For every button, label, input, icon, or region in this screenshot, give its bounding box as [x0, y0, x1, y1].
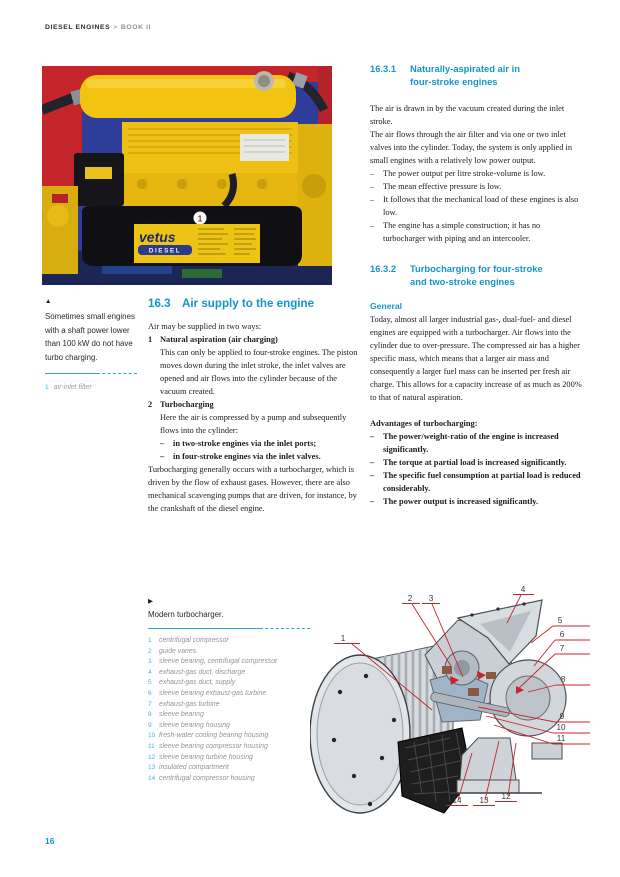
diagram-label: 10: [556, 723, 566, 732]
turbo-figure-caption: Modern turbocharger.: [148, 610, 224, 619]
section-163-closing: Turbocharging generally occurs with a turbocharger, which is driven by the flow of exhaust gases. However, there are also mechanical scavenging pumps that are driven, for instance, by the crankshaft of the diesel engine.: [148, 465, 357, 513]
item-2-body: Here the air is compressed by a pump and subsequently flows into the cylinder:: [160, 413, 347, 435]
section-163-title: Air supply to the engine: [182, 297, 315, 310]
diagram-label: 2: [407, 594, 413, 603]
legend-item: 6 sleeve bearing exhaust-gas turbine: [148, 689, 267, 697]
advantage-bullet: – The power/weight-ratio of the engine is increased significantly.: [370, 430, 583, 456]
section-air-supply: [148, 297, 359, 515]
diagram-label: 7: [559, 644, 565, 653]
valve-cover-decal: [240, 134, 289, 161]
para-1631-1: The air is drawn in by the vacuum created during the inlet stroke.: [370, 104, 565, 126]
diagram-label: 14: [452, 796, 462, 805]
legend-item: 10 fresh-water cooling bearing housing: [148, 732, 269, 740]
legend-item: 12 sleeve bearing turbine housing: [148, 753, 253, 761]
diagram-label: 11: [556, 734, 566, 743]
legend-item: 5 exhaust-gas duct, supply: [148, 679, 236, 687]
turbo-figure-block: [148, 597, 310, 784]
legend-item: 13 insulated compartment: [148, 764, 229, 772]
section-1631-heading: [370, 62, 583, 88]
diagram-label: 4: [520, 585, 526, 594]
small-sticker: [85, 167, 112, 179]
caption-right-arrow-icon: ▶: [148, 598, 153, 605]
item-2-bullet: – in two-stroke engines via the inlet ports;: [160, 437, 359, 450]
section-163-heading: [148, 297, 359, 311]
figure-divider: [148, 627, 310, 629]
diagram-label: 1: [340, 634, 346, 643]
general-subhead: General: [370, 301, 403, 311]
photo-legend-item: [45, 381, 140, 395]
engine-photo: [42, 66, 332, 285]
diagram-label: 5: [557, 616, 563, 625]
diagram-label: 12: [501, 792, 511, 801]
breadcrumb-left: DIESEL ENGINES: [45, 24, 111, 31]
advantage-bullet: – The torque at partial load is increased significantly.: [370, 456, 583, 469]
turbocharger-diagram: [310, 580, 592, 835]
breadcrumb: [45, 24, 151, 31]
diagram-label: 13: [479, 796, 489, 805]
legend-item: 3 sleeve bearing, centrifugal compressor: [148, 658, 278, 666]
section-1631-number: 16.3.1: [370, 63, 397, 74]
para-1631-2: The air flows through the air filter and via one or two inlet valves into the cylinder. Today, the system is only applied in small engines with a relatively low power output.: [370, 130, 573, 165]
section-1632-title-line2: and two-stroke engines: [410, 276, 515, 287]
section-1631-title-line2: four-stroke engines: [410, 76, 498, 87]
legend-item: 7 exhaust-gas turbine: [148, 700, 220, 708]
item-1-title: Natural aspiration (air charging): [160, 335, 278, 344]
diagram-label: 9: [559, 712, 565, 721]
numbered-item-1: [148, 333, 359, 398]
bullet-1631: – It follows that the mechanical load of these engines is also low.: [370, 193, 583, 219]
vetus-model: DIESEL: [148, 247, 182, 255]
electrical-box: [74, 153, 124, 206]
section-1632-number: 16.3.2: [370, 263, 397, 274]
breadcrumb-right: BOOK II: [120, 24, 152, 31]
legend-item: 14 centrifugal compressor housing: [148, 774, 255, 782]
legend-item: 9 sleeve bearing housing: [148, 721, 230, 729]
item-2-title: Turbocharging: [160, 400, 214, 409]
item-2-number: 2: [148, 400, 153, 409]
silencer-drum: [310, 655, 410, 813]
bullet-1631: – The power output per litre stroke-volume is low.: [370, 167, 583, 180]
section-1632-title-line1: Turbocharging for four-stroke: [410, 263, 543, 274]
advantage-bullet: – The power output is increased significantly.: [370, 495, 583, 508]
section-163-intro: Air may be supplied in two ways:: [148, 322, 262, 331]
photo-marker: 1: [197, 214, 203, 224]
legend-item: 4 exhaust-gas duct, discharge: [148, 668, 246, 676]
mounting-feet: [450, 738, 562, 793]
right-column: [370, 62, 583, 508]
diagram-label: 6: [559, 630, 565, 639]
item-1-body: This can only be applied to four-stroke engines. The piston moves down during the inlet stroke, the inlet valves are opened and air flows into the cylinder because of the vacuum created.: [160, 348, 358, 396]
section-1632-heading: [370, 262, 583, 288]
item-2-bullet: – in four-stroke engines via the inlet valves.: [160, 450, 359, 463]
section-1631-title-line1: Naturally-aspirated air in: [410, 63, 520, 74]
photo-legend-label: air-inlet filter: [53, 384, 92, 391]
legend-item: 2 guide vanes: [148, 647, 197, 655]
advantage-bullet: – The specific fuel consumption at partial load is reduced considerably.: [370, 469, 583, 495]
photo-legend-number: 1: [45, 384, 49, 391]
breadcrumb-separator: >: [113, 24, 118, 31]
legend-item: 8 sleeve bearing: [148, 711, 204, 719]
page-number: 16: [45, 836, 55, 846]
photo-caption-block: [45, 297, 140, 395]
bullet-1631: – The mean effective pressure is low.: [370, 180, 583, 193]
legend-item: 11 sleeve bearing compressor housing: [148, 742, 268, 750]
item-1-number: 1: [148, 335, 153, 344]
caption-up-arrow-icon: ▲: [45, 298, 52, 305]
section-163-number: 16.3: [148, 297, 171, 310]
legend-item: 1 centrifugal compressor: [148, 637, 229, 644]
numbered-item-2: [148, 398, 359, 463]
photo-caption-text: Sometimes small engines with a shaft power lower than 100 kW do not have turbo charging.: [45, 312, 135, 362]
advantages-title: Advantages of turbocharging:: [370, 419, 478, 428]
vetus-logo: vetus: [139, 229, 176, 245]
bullet-1631: – The engine has a simple construction; it has no turbocharger with piping and an intercooler.: [370, 219, 583, 245]
para-1632: Today, almost all larger industrial gas-, dual-fuel- and diesel engines are equipped with a turbocharger. Air flows into the cylinder due to over-pressure. The compressed air has a higher specific mass, which means that a larger air mass and consequently a larger fuel mass can be inserted per fresh air charge. This allows for a capacity increase of as much as 200% to that of natural aspiration.: [370, 315, 582, 402]
diagram-label: 8: [560, 675, 566, 684]
caption-divider: [45, 372, 140, 374]
diagram-label: 3: [428, 594, 434, 603]
turbo-figure-legend: [148, 636, 310, 784]
